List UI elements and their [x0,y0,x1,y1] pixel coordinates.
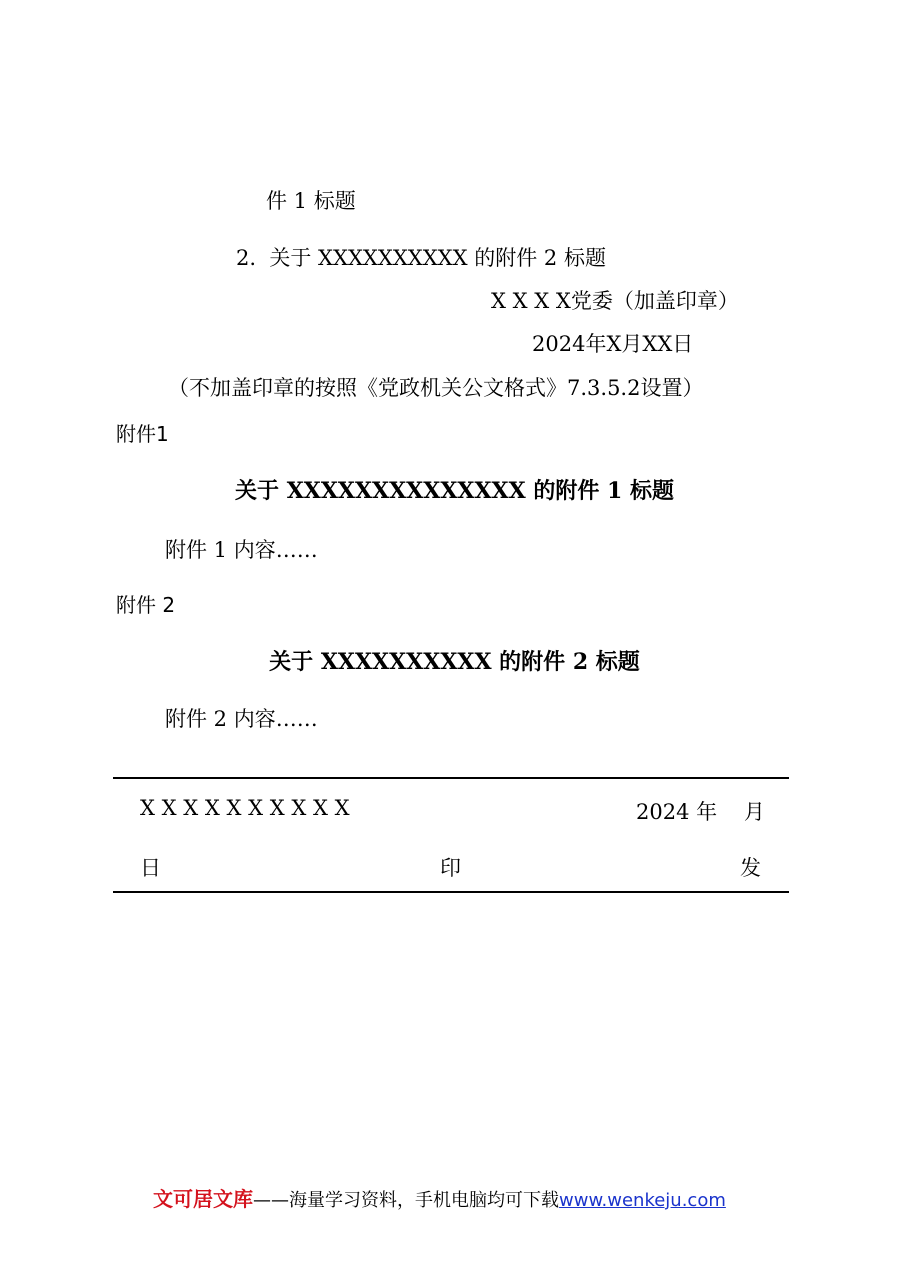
attachment-list-item-2: 2. 关于 XXXXXXXXXX 的附件 2 标题 [236,246,606,270]
seal-note: （不加盖印章的按照《党政机关公文格式》7.3.5.2设置） [168,376,704,400]
attachment2-label: 附件 2 [116,593,176,617]
issue-date: 2024年X月XX日 [532,332,694,356]
imprint-top-rule [113,777,789,779]
attachment1-label: 附件1 [116,422,169,446]
imprint-org: X X X X X X X X X X [140,796,350,820]
footer-brand: 文可居文库 [153,1187,253,1211]
imprint-print: 印 [440,856,461,880]
footer-slogan: ——海量学习资料，手机电脑均可下载 [253,1190,559,1211]
footer-link[interactable]: www.wenkeju.com [559,1190,726,1211]
footer-banner [153,1183,726,1212]
attachment2-content: 附件 2 内容…… [165,707,318,731]
attachment-list-continued: 件 1 标题 [266,189,356,213]
attachment1-content: 附件 1 内容…… [165,538,318,562]
imprint-bottom-rule [113,891,789,893]
imprint-day: 日 [140,856,161,880]
imprint-issue: 发 [740,856,761,880]
issuer-signature: X X X X党委（加盖印章） [491,289,739,313]
imprint-year-month: 2024 年 月 [636,800,765,824]
attachment2-title: 关于 XXXXXXXXXX 的附件 2 标题 [269,649,640,675]
attachment1-title: 关于 XXXXXXXXXXXXXX 的附件 1 标题 [235,478,674,504]
